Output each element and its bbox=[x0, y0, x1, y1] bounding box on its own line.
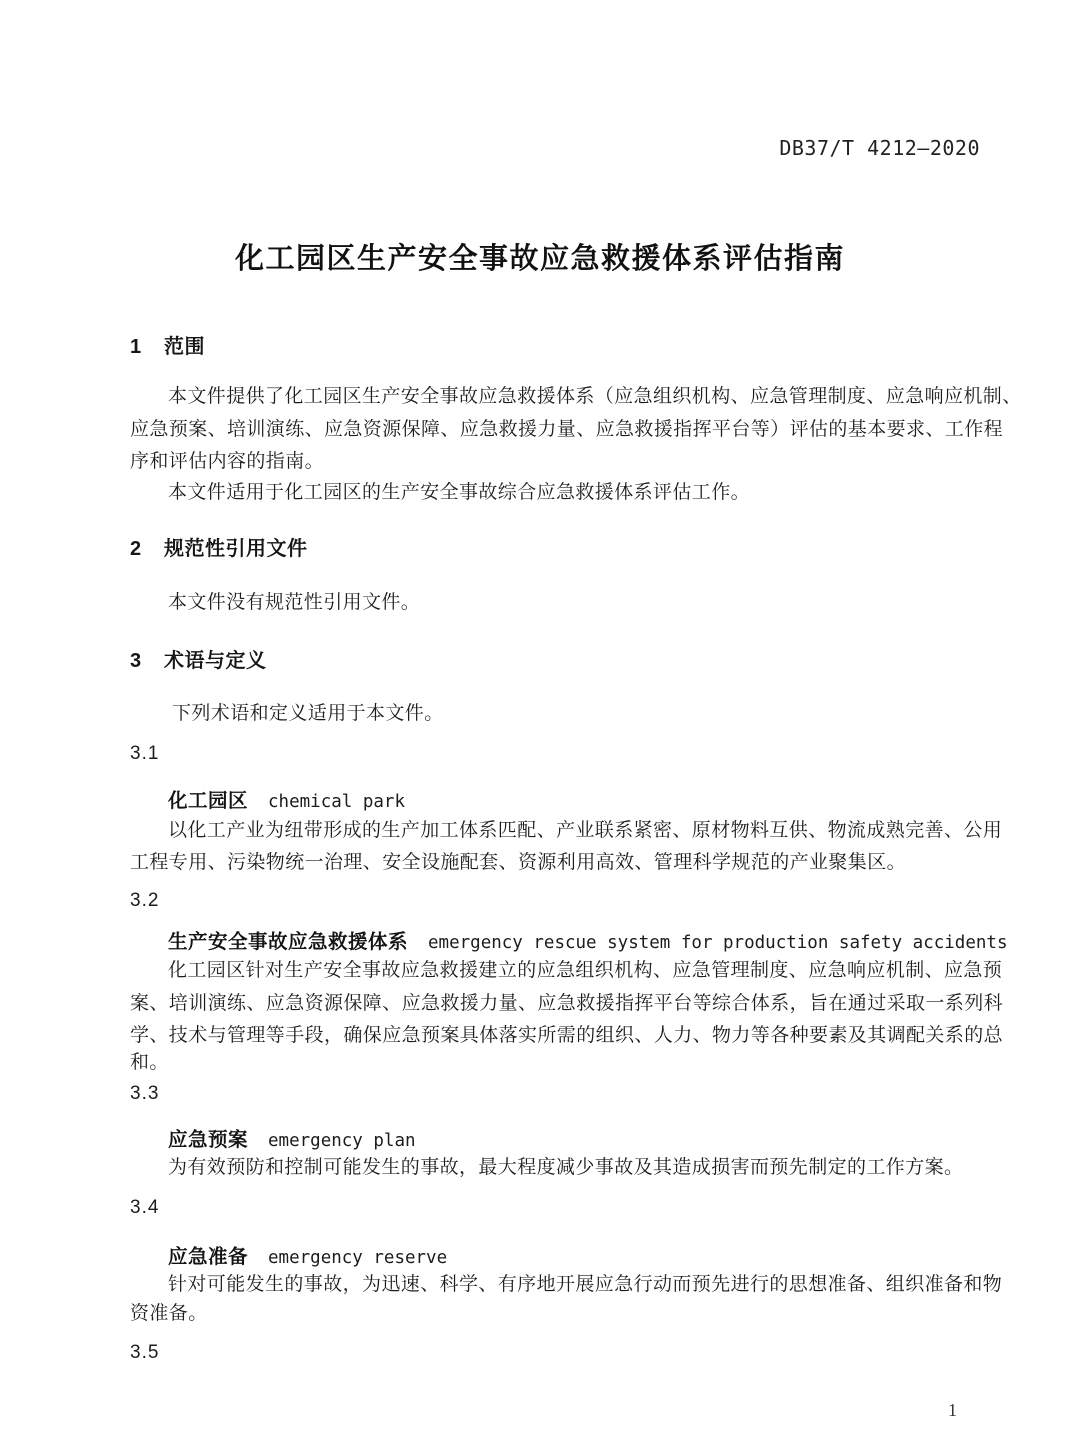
section-2-heading bbox=[130, 532, 308, 561]
term-3-2-definition-line: 和。 bbox=[130, 1052, 169, 1073]
clause-3-1-number: 3.1 bbox=[130, 743, 160, 764]
term-3-1-chinese: 化工园区 bbox=[168, 790, 249, 812]
term-3-1-english: chemical park bbox=[268, 792, 405, 812]
term-3-1-definition-line: 以化工产业为纽带形成的生产加工体系匹配、产业联系紧密、原材物料互供、物流成熟完善、公用 bbox=[168, 820, 1003, 841]
term-3-3-english: emergency plan bbox=[268, 1131, 416, 1151]
term-3-2-chinese: 生产安全事故应急救援体系 bbox=[168, 931, 409, 953]
term-3-4-definition-line: 针对可能发生的事故，为迅速、科学、有序地开展应急行动而预先进行的思想准备、组织准备和物 bbox=[168, 1274, 1003, 1295]
section-1-heading bbox=[130, 330, 205, 359]
section-1-paragraph-2: 本文件适用于化工园区的生产安全事故综合应急救援体系评估工作。 bbox=[168, 482, 751, 503]
clause-3-3-number: 3.3 bbox=[130, 1083, 160, 1104]
clause-3-5-number: 3.5 bbox=[130, 1342, 160, 1363]
section-2-paragraph: 本文件没有规范性引用文件。 bbox=[168, 592, 421, 613]
term-3-2-definition-line: 学、技术与管理等手段，确保应急预案具体落实所需的组织、人力、物力等各种要素及其调配关系的总 bbox=[130, 1025, 1004, 1046]
term-3-4-english: emergency reserve bbox=[268, 1248, 448, 1268]
term-3-2-definition-line: 化工园区针对生产安全事故应急救援建立的应急组织机构、应急管理制度、应急响应机制、应急预 bbox=[168, 960, 1003, 981]
term-3-4-definition-line: 资准备。 bbox=[130, 1303, 208, 1324]
section-2-number: 2 bbox=[130, 538, 142, 560]
clause-3-4-number: 3.4 bbox=[130, 1197, 160, 1218]
section-1-paragraph-line: 序和评估内容的指南。 bbox=[130, 451, 325, 472]
standard-code: DB37/T 4212—2020 bbox=[779, 136, 980, 160]
term-3-2-english: emergency rescue system for production safety accidents bbox=[428, 933, 1008, 953]
section-2-title: 规范性引用文件 bbox=[164, 538, 308, 560]
term-3-3-definition-line: 为有效预防和控制可能发生的事故，最大程度减少事故及其造成损害而预先制定的工作方案。 bbox=[168, 1157, 964, 1178]
clause-3-2-number: 3.2 bbox=[130, 890, 160, 911]
section-1-paragraph-line: 应急预案、培训演练、应急资源保障、应急救援力量、应急救援指挥平台等）评估的基本要求、工作程 bbox=[130, 419, 1004, 440]
section-3-heading bbox=[130, 644, 267, 673]
section-3-number: 3 bbox=[130, 650, 142, 672]
section-1-number: 1 bbox=[130, 336, 142, 358]
term-3-1-definition-line: 工程专用、污染物统一治理、安全设施配套、资源利用高效、管理科学规范的产业聚集区。 bbox=[130, 852, 907, 873]
section-3-title: 术语与定义 bbox=[164, 650, 267, 672]
document-title: 化工园区生产安全事故应急救援体系评估指南 bbox=[234, 243, 845, 275]
page-number: 1 bbox=[948, 1400, 957, 1420]
term-3-4-chinese: 应急准备 bbox=[168, 1246, 249, 1268]
section-1-paragraph-line: 本文件提供了化工园区生产安全事故应急救援体系（应急组织机构、应急管理制度、应急响应机制、 bbox=[168, 386, 1022, 407]
term-3-2 bbox=[168, 926, 1008, 954]
term-3-4 bbox=[168, 1241, 447, 1269]
term-3-3 bbox=[168, 1124, 416, 1152]
term-3-2-definition-line: 案、培训演练、应急资源保障、应急救援力量、应急救援指挥平台等综合体系，旨在通过采取一系列科 bbox=[130, 993, 1004, 1014]
term-3-3-chinese: 应急预案 bbox=[168, 1129, 249, 1151]
section-3-intro: 下列术语和定义适用于本文件。 bbox=[172, 703, 444, 724]
section-1-title: 范围 bbox=[164, 336, 205, 358]
term-3-1 bbox=[168, 785, 405, 813]
